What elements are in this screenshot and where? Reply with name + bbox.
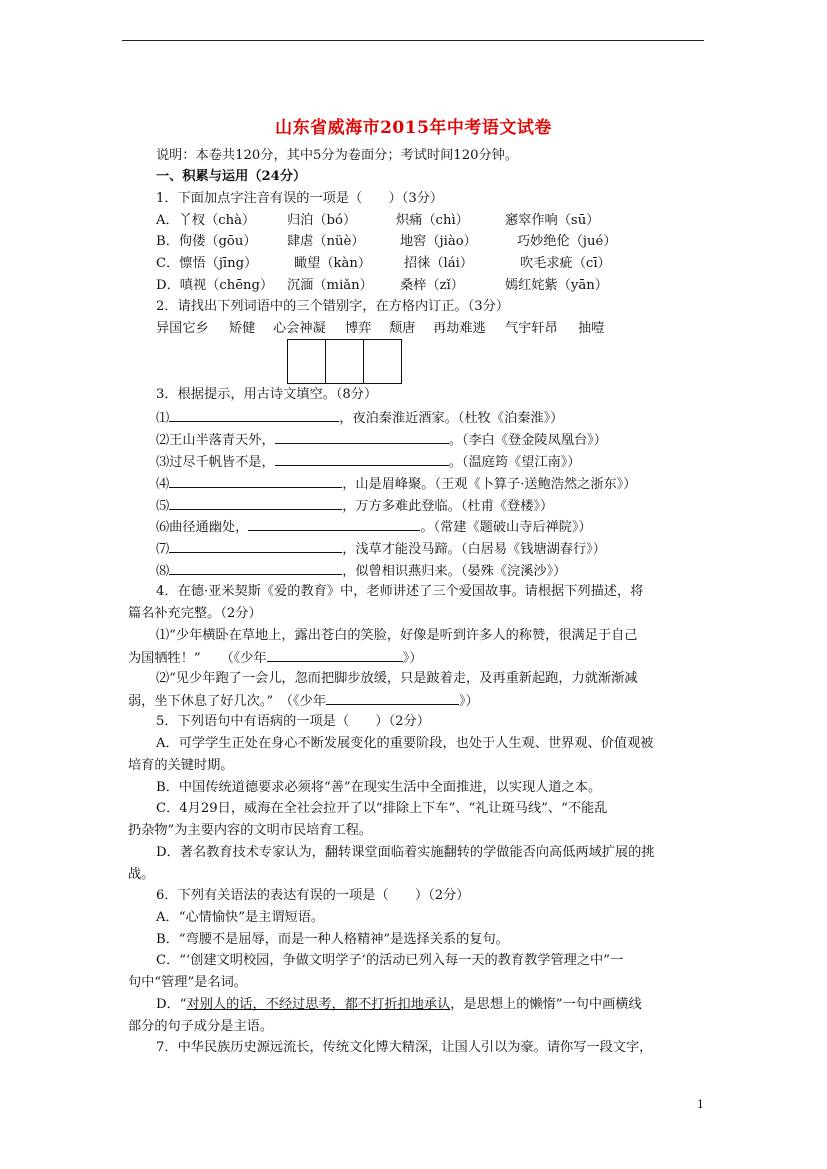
q1-opt-a4: 窸窣作响（sū） [505, 213, 600, 228]
q1-opt-b3: 地窖（jiào） [400, 234, 477, 249]
q6-option-a: A．“心情愉快”是主谓短语。 [156, 910, 325, 925]
q2-word: 气宇轩昂 [505, 321, 558, 336]
correction-box-3[interactable] [364, 340, 401, 383]
page-number: 1 [697, 1098, 704, 1111]
q5-option-a-line1: A．可学学生正处在身心不断发展变化的重要阶段，也处于人生观、世界观、价值观被 [156, 736, 654, 751]
q2-word: 再劫难逃 [433, 321, 486, 336]
q3-item-3: ⑶过尽千帆皆不是， 。（温庭筠《望江南》） [156, 455, 581, 470]
q3-item-6: ⑹曲径通幽处， 。（常建《题破山寺后禅院》） [156, 520, 592, 535]
q3-item-8: ⑻ ，似曾相识燕归来。（晏殊《浣溪沙》） [156, 564, 567, 579]
q2-word: 矫健 [229, 321, 256, 336]
q1-opt-a1: A．丫杈（chà） [156, 213, 256, 228]
q1-opt-b4: 巧妙绝伦（jué） [517, 234, 617, 249]
q5-option-c-line1: C．4月29日，威海在全社会拉开了以“排除上下车”、“礼让斑马线”、“不能乱 [156, 801, 608, 816]
q1-opt-a3: 炽痛（chì） [396, 213, 469, 228]
q4-item-1a: ⑴“少年横卧在草地上，露出苍白的笑脸，好像是听到许多人的称赞，很满足于自己 [156, 628, 638, 643]
q1-opt-c3: 招徕（lái） [404, 256, 474, 271]
blank-line[interactable] [326, 692, 459, 705]
q2-word: 异国它乡 [156, 321, 209, 336]
underlined-phrase: 对别人的话，不经过思考，都不打折扣地承认 [186, 997, 451, 1012]
q6-option-b: B．“弯腰不是屈辱，而是一种人格精神”是选择关系的复句。 [156, 932, 509, 947]
q5-stem: 5．下列语句中有语病的一项是（ ）（2分） [156, 714, 430, 729]
section-heading: 一、积累与运用（24分） [156, 169, 307, 184]
q2-word: 抽噎 [578, 321, 605, 336]
blank-line[interactable] [275, 453, 449, 466]
q5-option-b: B．中国传统道德要求必须将“善”在现实生活中全面推进，以实现人道之本。 [156, 780, 602, 795]
q5-option-d-line1: D．著名教育技术专家认为，翻转课堂面临着实施翻转的学做能否向高低两域扩展的挑 [156, 845, 655, 860]
q1-opt-d4: 嫣红姹紫（yān） [505, 278, 608, 293]
q4-stem-2: 篇名补充完整。（2分） [128, 606, 262, 621]
q4-stem-1: 4．在德·亚米契斯《爱的教育》中，老师讲述了三个爱国故事。请根据下列描述，将 [156, 584, 644, 599]
q7-stem: 7．中华民族历史源远流长，传统文化博大精深，让国人引以为豪。请你写一段文字， [156, 1040, 653, 1055]
page-title: 山东省威海市2015年中考语文试卷 [275, 118, 552, 138]
q6-stem: 6．下列有关语法的表达有误的一项是（ ）（2分） [156, 888, 470, 903]
q1-opt-d2: 沉湎（miǎn） [287, 278, 373, 293]
q2-stem: 2．请找出下列词语中的三个错别字，在方格内订正。（3分） [156, 299, 510, 314]
q3-item-4: ⑷ ，山是眉峰聚。（王观《卜算子·送鲍浩然之浙东》） [156, 477, 637, 492]
blank-line[interactable] [169, 475, 342, 488]
q6-option-d-line2: 部分的句子成分是主语。 [128, 1019, 274, 1034]
q1-opt-a2: 归泊（bó） [287, 213, 357, 228]
q5-option-c-line2: 扔杂物”为主要内容的文明市民培育工程。 [128, 823, 373, 838]
q2-word: 博弈 [345, 321, 372, 336]
q1-opt-d1: D．嗔视（chēng） [156, 278, 274, 293]
q2-word: 颓唐 [389, 321, 416, 336]
correction-grid [287, 339, 402, 384]
q3-item-5: ⑸ ，万方多难此登临。（杜甫《登楼》） [156, 499, 554, 514]
q4-item-2a: ⑵“见少年跑了一会儿，忽而把脚步放缓，只是跛着走，及再重新起跑，力就渐渐减 [156, 671, 638, 686]
intro-note: 说明：本卷共120分，其中5分为卷面分；考试时间120分钟。 [156, 148, 519, 163]
blank-line[interactable] [169, 540, 342, 553]
blank-line[interactable] [248, 518, 420, 531]
q3-item-2: ⑵王山半落青天外， 。（李白《登金陵凤凰台》） [156, 433, 607, 448]
q1-opt-c2: 瞰望（kàn） [294, 256, 372, 271]
q3-stem: 3．根据提示，用古诗文填空。（8分） [156, 387, 378, 402]
q3-item-7: ⑺ ，浅草才能没马蹄。（白居易《钱塘湖春行》） [156, 542, 606, 557]
correction-box-2[interactable] [326, 340, 364, 383]
q6-option-c-line1: C．“‘创建文明校园，争做文明学子’的活动已列入每一天的教育教学管理之中”一 [156, 953, 624, 968]
q1-stem: 1．下面加点字注音有误的一项是（ ）（3分） [156, 191, 444, 206]
correction-box-1[interactable] [288, 340, 326, 383]
q1-opt-b1: B．佝偻（gōu） [156, 234, 257, 249]
q5-option-a-line2: 培育的关键时期。 [128, 758, 234, 773]
q4-item-2b: 弱，坐下休息了好几次。” （《少年 》） [128, 694, 479, 709]
header-rule [122, 40, 704, 41]
blank-line[interactable] [275, 431, 449, 444]
q4-item-1b: 为国牺牲！” （《少年 》） [128, 651, 423, 666]
blank-line[interactable] [267, 649, 403, 662]
q1-opt-b2: 肆虐（nüè） [287, 234, 365, 249]
q5-option-d-line2: 战。 [128, 867, 155, 882]
q1-opt-c4: 吹毛求疵（cī） [520, 256, 611, 271]
q6-option-d-line1: D．“对别人的话，不经过思考，都不打折扣地承认，是思想上的懒惰”一句中画横线 [156, 997, 642, 1012]
q3-item-1: ⑴ ，夜泊秦淮近酒家。（杜牧《泊秦淮》） [156, 411, 564, 426]
blank-line[interactable] [169, 497, 342, 510]
q6-option-c-line2: 句中“管理”是名词。 [128, 975, 247, 990]
blank-line[interactable] [169, 409, 339, 422]
q1-opt-d3: 桑梓（zǐ） [400, 278, 464, 293]
q1-opt-c1: C．懔悟（jīng） [156, 256, 258, 271]
q2-word: 心会神凝 [273, 321, 326, 336]
blank-line[interactable] [169, 562, 342, 575]
